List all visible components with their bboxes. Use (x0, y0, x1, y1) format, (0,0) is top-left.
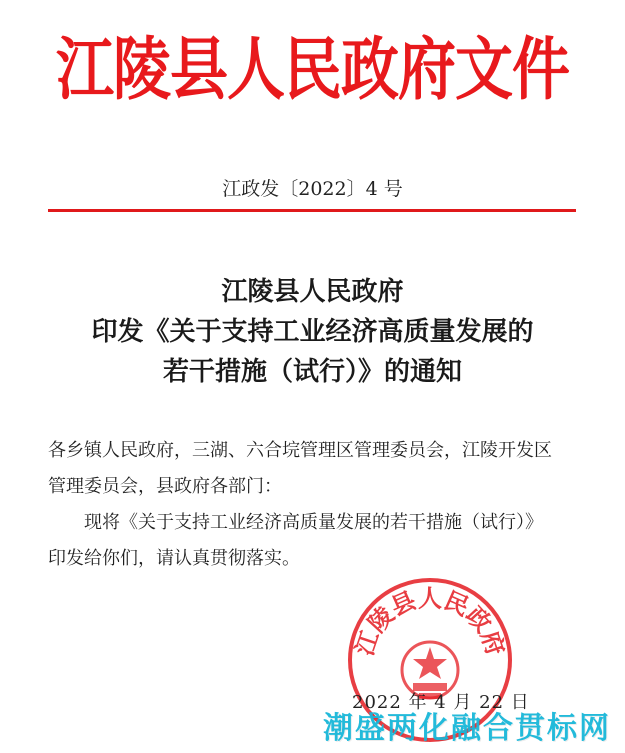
document-header-title: 江陵县人民政府文件 (55, 29, 569, 110)
watermark-text: 潮盛两化融合贯标网 (323, 711, 611, 746)
document-date: 2022 年 4 月 22 日 (352, 692, 530, 713)
red-divider-line (48, 209, 576, 212)
notice-title (0, 272, 625, 392)
document-number: 江政发〔2022〕4 号 (222, 178, 403, 200)
document-body (48, 433, 588, 577)
content-line-2: 印发给你们，请认真贯彻落实。 (48, 548, 300, 569)
title-line-3: 若干措施（试行）》的通知 (162, 357, 462, 387)
title-line-2: 印发《关于支持工业经济高质量发展的 (91, 317, 534, 347)
title-line-1: 江陵县人民政府 (221, 277, 404, 307)
recipients-line-1: 各乡镇人民政府，三湖、六合垸管理区管理委员会，江陵开发区 (48, 440, 552, 461)
seal-text: 江陵县人民政府 (349, 583, 511, 660)
recipients-line-2: 管理委员会，县政府各部门： (48, 476, 282, 497)
content-line-1: 现将《关于支持工业经济高质量发展的若干措施（试行）》 (84, 512, 543, 533)
